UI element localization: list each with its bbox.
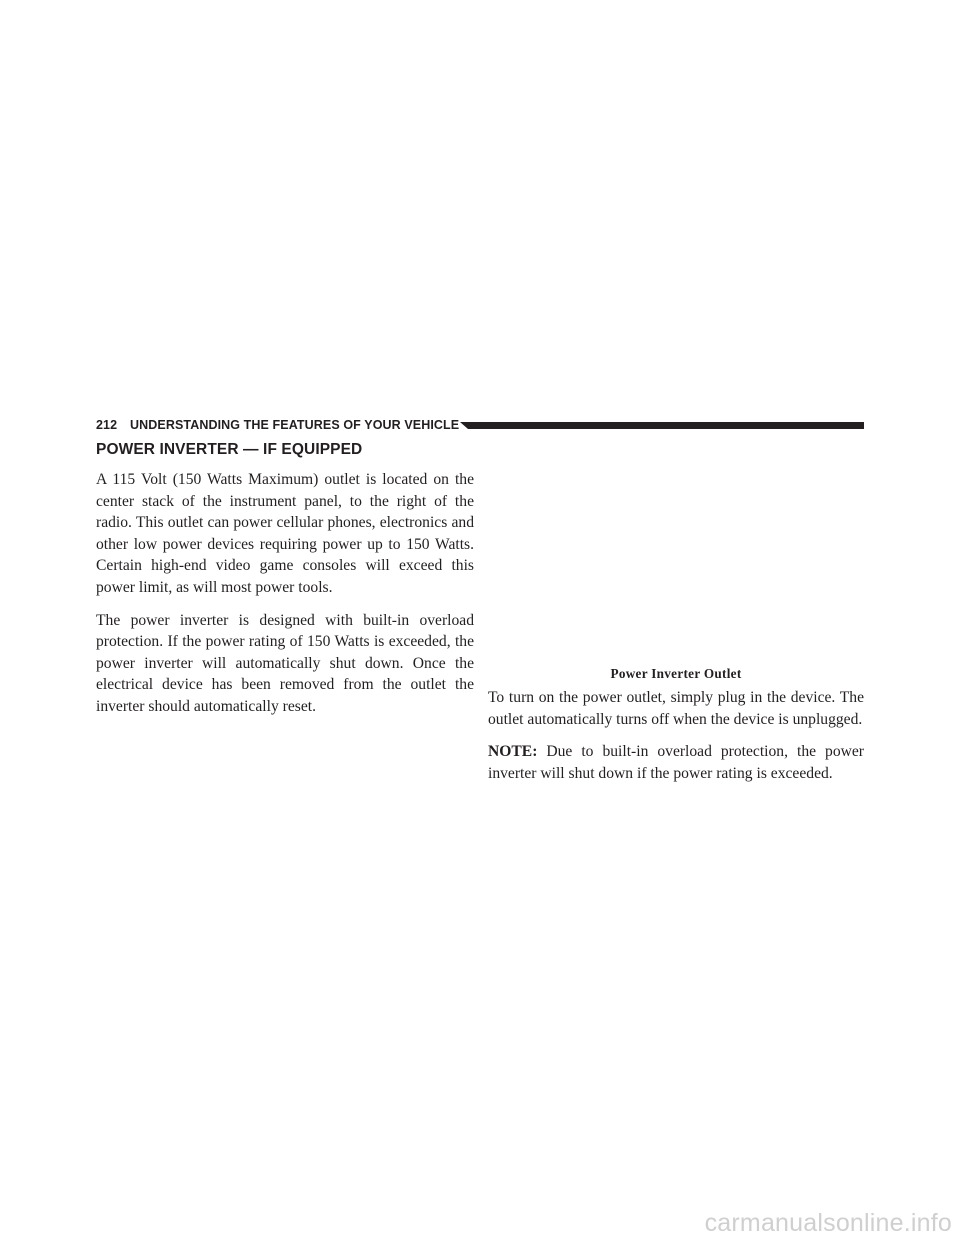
note-text: Due to built-in overload protection, the power inverter will shut down if the power rating is exceeded. <box>488 743 864 782</box>
page-number: 212 <box>96 418 118 432</box>
running-head: UNDERSTANDING THE FEATURES OF YOUR VEHICLE <box>130 418 460 432</box>
left-column <box>96 469 474 729</box>
section-title: POWER INVERTER — IF EQUIPPED <box>96 441 363 458</box>
body-paragraph: To turn on the power outlet, simply plug in the device. The outlet automatically turns off when the device is unplugged. <box>488 689 864 728</box>
page-header <box>96 416 864 436</box>
note-label: NOTE: <box>488 743 538 761</box>
figure-caption: Power Inverter Outlet <box>610 666 742 681</box>
header-rule <box>468 422 864 429</box>
note-paragraph <box>488 741 864 784</box>
figure-image-area <box>488 458 864 648</box>
watermark: carmanualsonline.info <box>704 1209 952 1237</box>
body-paragraph: A 115 Volt (150 Watts Maximum) outlet is located on the center stack of the instrument panel, to the right of the radio. This outlet can power cellular phones, electronics and other low power devices requiring power up to 150 Watts. Certain high-end video game consoles will exceed this power limit, as will most power tools. <box>96 471 474 596</box>
right-column <box>488 687 864 795</box>
body-paragraph: The power inverter is designed with built-in overload protection. If the power rating of 150 Watts is exceeded, the power inverter will automatically shut down. Once the electrical device has been removed from the outlet the inverter should automatically reset. <box>96 611 474 715</box>
